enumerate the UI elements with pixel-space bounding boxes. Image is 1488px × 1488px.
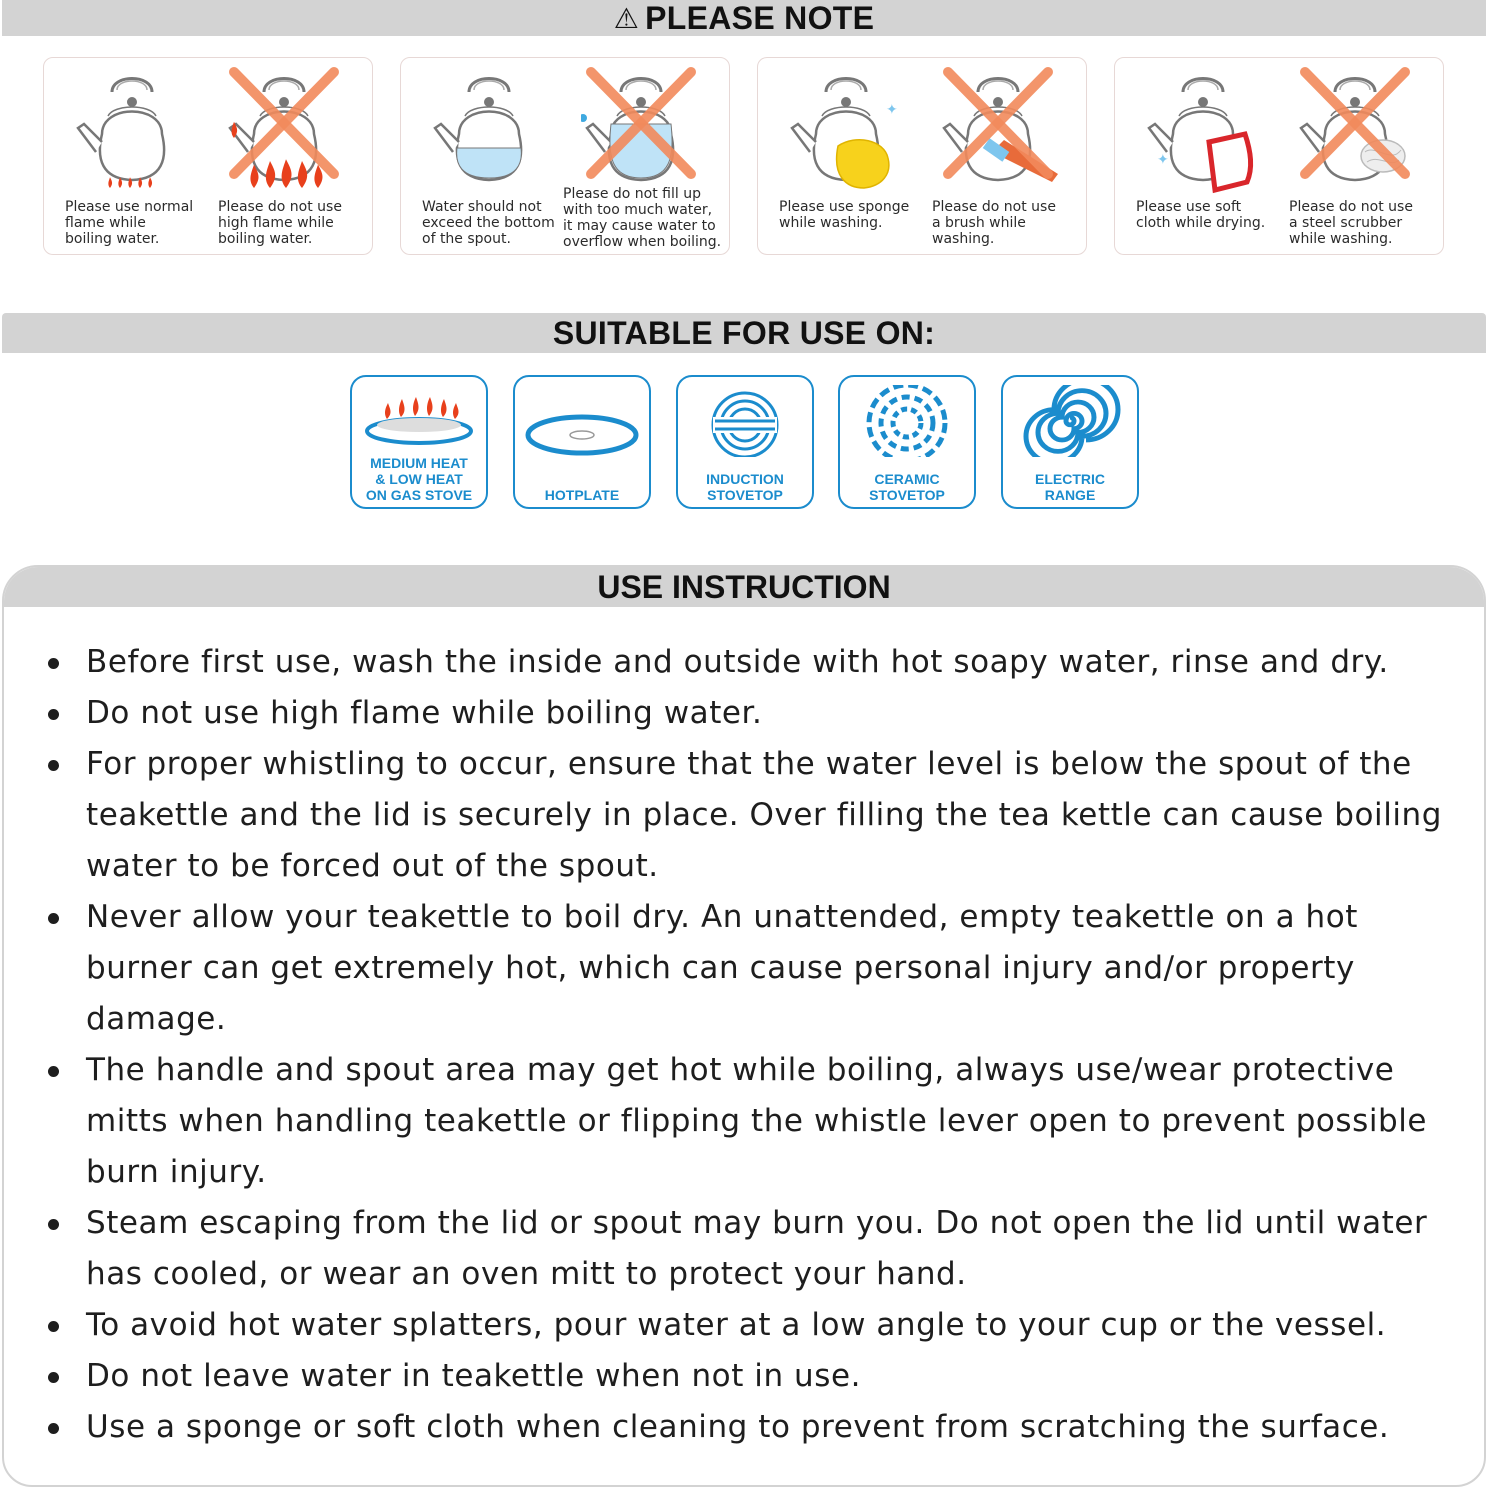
use-instruction-panel [2, 565, 1486, 1487]
please-note-header [2, 0, 1486, 36]
suitable-title: SUITABLE FOR USE ON: [552, 314, 936, 351]
svg-text:✦: ✦ [886, 102, 898, 118]
caption-overfill: Please do not fill up with too much water, it may cause water to overflow when boiling. [563, 186, 722, 250]
please-note-title: PLEASE NOTE [645, 0, 875, 36]
stove-electric [1001, 375, 1139, 509]
kettle-steel-scrubber-crossed-icon [1295, 64, 1415, 196]
ceramic-stovetop-icon [847, 385, 967, 457]
instruction-list [42, 637, 1472, 1453]
use-instruction-header [4, 567, 1484, 607]
kettle-high-flame-crossed-icon [224, 64, 344, 196]
kettle-soft-cloth-icon [1143, 64, 1263, 196]
ceramic-label: CERAMIC STOVETOP [869, 471, 945, 503]
kettle-brush-crossed-icon [938, 64, 1058, 196]
electric-range-icon [1010, 385, 1130, 457]
svg-text:✦: ✦ [1157, 152, 1169, 168]
gas-stove-label: MEDIUM HEAT & LOW HEAT ON GAS STOVE [365, 455, 473, 503]
instruction-item: Do not use high flame while boiling water. [42, 688, 1472, 739]
caption-high-flame: Please do not use high flame while boiling water. [218, 199, 342, 247]
caption-soft-cloth: Please use soft cloth while drying. [1136, 199, 1266, 231]
stove-ceramic [838, 375, 976, 509]
instruction-item: Do not leave water in teakettle when not in use. [42, 1351, 1472, 1402]
instruction-item: Use a sponge or soft cloth when cleaning to prevent from scratching the surface. [42, 1402, 1472, 1453]
note-card-washing [757, 57, 1087, 255]
kettle-sponge-icon [786, 64, 906, 196]
gas-stove-icon [359, 385, 479, 457]
caption-normal-flame: Please use normal flame while boiling water. [65, 199, 194, 247]
kettle-water-level-icon [429, 64, 549, 196]
induction-stovetop-icon [685, 385, 805, 457]
instruction-item: Steam escaping from the lid or spout may burn you. Do not open the lid until water has cooled, or wear an oven mitt to protect your hand. [42, 1198, 1472, 1300]
kettle-overfill-crossed-icon [581, 64, 701, 196]
hotplate-icon [522, 385, 642, 457]
caption-water-level: Water should not exceed the bottom of the spout. [422, 199, 555, 247]
warning-triangle-icon: ⚠ [613, 2, 640, 34]
induction-label: INDUCTION STOVETOP [706, 471, 784, 503]
kettle-normal-flame-icon [72, 64, 192, 196]
use-instruction-title: USE INSTRUCTION [597, 568, 891, 605]
instruction-item: Never allow your teakettle to boil dry. An unattended, empty teakettle on a hot burner can get extremely hot, which can cause personal injury and/or property damage. [42, 892, 1472, 1045]
instruction-item: For proper whistling to occur, ensure that the water level is below the spout of the teakettle and the lid is securely in place. Over filling the tea kettle can cause boiling water to be forced out of the spout. [42, 739, 1472, 892]
instruction-item: The handle and spout area may get hot while boiling, always use/wear protective mitts when handling teakettle or flipping the whistle lever open to prevent possible burn injury. [42, 1045, 1472, 1198]
electric-range-label: ELECTRIC RANGE [1035, 471, 1105, 503]
caption-brush: Please do not use a brush while washing. [932, 199, 1056, 247]
note-card-water-level [400, 57, 730, 255]
suitable-header [2, 313, 1486, 353]
instruction-item: To avoid hot water splatters, pour water at a low angle to your cup or the vessel. [42, 1300, 1472, 1351]
note-card-flame [43, 57, 373, 255]
stove-induction [676, 375, 814, 509]
stove-hotplate [513, 375, 651, 509]
stove-gas [350, 375, 488, 509]
instruction-item: Before first use, wash the inside and outside with hot soapy water, rinse and dry. [42, 637, 1472, 688]
caption-sponge: Please use sponge while washing. [779, 199, 910, 231]
hotplate-label: HOTPLATE [544, 487, 620, 503]
caption-steel-scrubber: Please do not use a steel scrubber while washing. [1289, 199, 1413, 247]
note-card-drying [1114, 57, 1444, 255]
